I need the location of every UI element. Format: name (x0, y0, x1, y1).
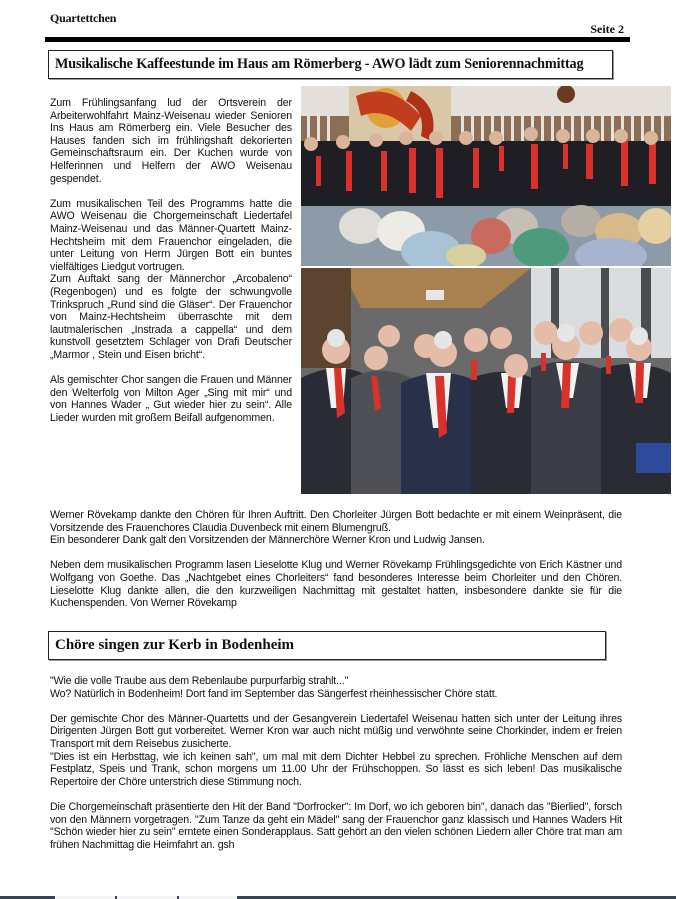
article-2-paragraph: Die Chorgemeinschaft präsentierte den Hit der Band "Dorfrocker": Im Dorf, wo ich geboren bin", danach das "Bierlied", forsch von den Männern vorgetragen. "Zum Tanze da geht ein Mädel" sang der Frauenchor ganz klassisch und Hannes Waders Hit "Schön wieder hier zu sein" erntete einen Sonderapplaus. Satt gehört an den vielen schönen Liedern aller Chöre trat man am frühen Nachmittag die Heimfahrt an. gsh (50, 800, 622, 851)
page-number: Seite 2 (590, 22, 624, 36)
article-2-paragraph: "Dies ist ein Herbsttag, wie ich keinen sah", um mal mit dem Dichter Hebbel zu sprechen. Fröhliche Menschen auf dem Festplatz, Speis und Trank, schon morgens um 11.00 Uhr der Frühschoppen. So lässt es sich leben! Das musikalische Repertoire der Chöre unterstrich diese Stimmung noch. (50, 750, 622, 788)
photo-mens-choir-group (301, 268, 671, 494)
article-2-paragraph: Der gemischte Chor des Männer-Quartetts und der Gesangverein Liedertafel Weisenau hatten sich unter der Leitung ihres Dirigenten Jürgen Bott gut vorbereitet. Werner Kron war auch nicht müßig und verwöhnte seine Chorkinder, indem er freien Transport mit dem Reisebus zusicherte. (50, 712, 622, 750)
publication-name: Quartettchen (50, 11, 117, 25)
choir-photo-image (301, 86, 671, 266)
mens-choir-photo-image (301, 268, 671, 494)
article-1-paragraph: Als gemischter Chor sangen die Frauen und Männer den Welterfolg von Milton Ager „Sing mit mir“ und von Hannes Wader „ Gut wieder hier zu sein“. Alle Lieder wurden mit großem Beifall aufgenommen. (50, 374, 292, 424)
article-1-paragraph: Neben dem musikalischen Programm lasen Lieselotte Klug und Werner Rövekamp Frühlingsgedichte von Erich Kästner und Wolfgang von Goethe. Das „Nachtgebet eines Chorleiters“ fand besonderes Interesse beim Chorleiter und den Chören. Lieselotte Klug dankte allen, die den kurzweiligen Nachmittag mit gestaltet hatten, insbesondere dankte sie für die Kuchenspenden. Von Werner Rövekamp (50, 559, 622, 610)
article-1-title: Musikalische Kaffeestunde im Haus am Römerberg - AWO lädt zum Seniorennachmittag (48, 50, 613, 79)
photo-choir-performance (301, 86, 671, 266)
article-2-quote-line: "Wie die volle Traube aus dem Rebenlaube purpurfarbig strahlt..." (50, 675, 349, 687)
article-1-paragraph: Werner Rövekamp dankte den Chören für Ihren Auftritt. Den Chorleiter Jürgen Bott bedachte er mit einem Weinpräsent, die Vorsitzende des Frauenchores Claudia Duvenbeck mit einem Blumengruß. (50, 509, 622, 534)
article-2-intro-line: Wo? Natürlich in Bodenheim! Dort fand im September das Sängerfest rheinhessischer Chöre statt. (50, 687, 498, 700)
article-2-title: Chöre singen zur Kerb in Bodenheim (48, 631, 606, 660)
article-1-paragraph: Zum Frühlingsanfang lud der Ortsverein der Arbeiterwohlfahrt Mainz-Weisenau wieder Senioren Ins Haus am Römerberg ein. Viele Besucher des Hauses fanden sich im frühlingshaft dekorierten Gemeinschaftsraum ein. Der Kuchen wurde von Helferinnen und Helfern der AWO Weisenau gespendet. (50, 97, 292, 185)
article-1-column (50, 97, 292, 424)
article-1-closing (50, 509, 622, 610)
article-1-paragraph: Ein besonderer Dank galt den Vorsitzenden der Männerchöre Werner Kron und Ludwig Jansen. (50, 534, 485, 547)
header-rule (45, 37, 630, 42)
article-2-body (50, 675, 622, 851)
article-1-paragraph: Zum Auftakt sang der Männerchor „Arcobaleno“ (Regenbogen) und es folgte der schwungvolle Trinkspruch „Rund sind die Gläser“. Der Frauenchor von Mainz-Hechtsheim überraschte mit dem lautmalerischen „Instrada a cappella“ und dem kunstvoll gesetztem Schlager von Drafi Deutscher „Marmor , Stein und Eisen bricht“. (50, 273, 292, 361)
article-1-paragraph: Zum musikalischen Teil des Programms hatte die AWO Weisenau die Chorgemeinschaft Liedertafel Mainz-Weisenau und das Männer-Quartett Mainz-Hechtsheim mit dem Frauenchor eingeladen, die unter Leitung von Herrn Jürgen Bott ein buntes vielfältiges Liedgut vortrugen. (50, 197, 292, 273)
